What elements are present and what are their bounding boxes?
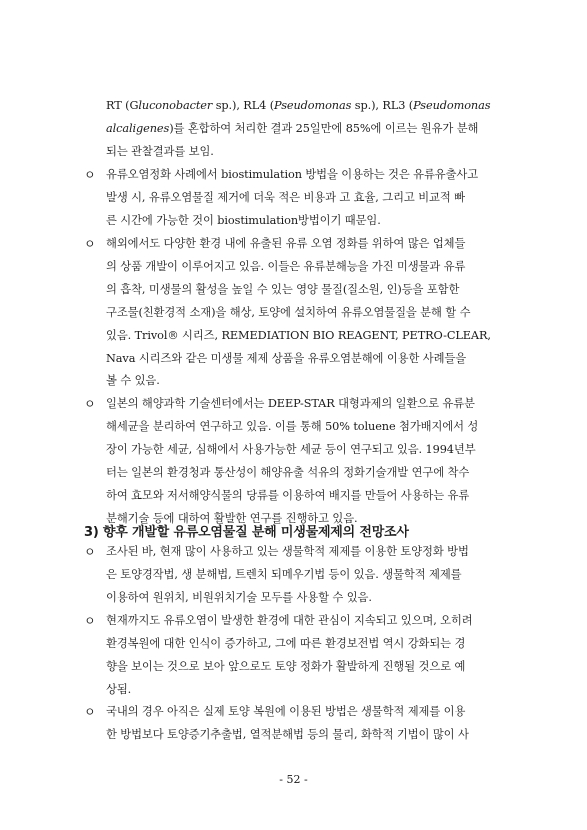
bullet-item-current-methods <box>84 541 532 610</box>
bullet-circle-icon: ㅇ <box>84 168 96 182</box>
bullet-circle-icon: ㅇ <box>84 614 96 628</box>
section-heading: 3) 향후 개발할 유류오염물질 분해 미생물제제의 전망조사 <box>84 525 409 540</box>
bullet-circle-icon: ㅇ <box>84 705 96 719</box>
page-number: - 52 - <box>279 773 308 786</box>
continuation-paragraph <box>106 95 532 164</box>
bullet-text: 일본의 해양과학 기술센터에서는 DEEP-STAR 대형과제의 일환으로 유류분 해세균을 분리하여 연구하고 있음. 이를 통해 50% toluene 첨가배지에서 성 장이 가능한 세균, 심해에서 사용가능한 세균 등이 연구되고 있음. 1994년부 터는 일본의 환경청과 통산성이 해양유출 석유의 정화기술개발 연구에 착수 하여 효모와 저서해양식물의 당류를 이용하여 배지를 만들어 사용하는 유류 분해기술 등에 대하여 활발한 연구를 진행하고 있음. <box>106 397 479 525</box>
bullet-text: 해외에서도 다양한 환경 내에 유출된 유류 오염 정화를 위하여 많은 업체들 의 상품 개발이 이루어지고 있음. 이들은 유류분해능을 가진 미생물과 유류 의 흡착, 미생물의 활성을 높일 수 있는 영양 물질(질소원, 인)등을 포함한 구조물(친환경적 소재)을 해상, 토양에 설치하여 유류오염물질을 분해 할 수 있음. Trivol® 시리즈, REMEDIATION BIO REAGENT, PETRO-CLEAR, Nava 시리즈와 같은 미생물 제제 상품을 유류오염분해에 이용한 사례들을 볼 수 있음. <box>106 237 491 388</box>
text-line: alcaligenes)를 혼합하여 처리한 결과 25일만에 85%에 이르는 원유가 분해 <box>106 121 479 135</box>
bullet-item-domestic <box>84 701 532 747</box>
bullet-circle-icon: ㅇ <box>84 237 96 251</box>
bullet-circle-icon: ㅇ <box>84 545 96 559</box>
bullet-text: 조사된 바, 현재 많이 사용하고 있는 생물학적 제제를 이용한 토양정화 방법 은 토양경작법, 생 분해법, 트렌치 되메우기법 등이 있음. 생물학적 제제를 이용하여 원위치, 비원위치기술 모두를 사용할 수 있음. <box>106 545 469 604</box>
bullet-text: 유류오염정화 사례에서 biostimulation 방법을 이용하는 것은 유류유출사고 발생 시, 유류오염물질 제거에 더욱 적은 비용과 고 효율, 그리고 비교적 빠 른 시간에 가능한 것이 biostimulation방법이기 때문임. <box>106 168 479 227</box>
bullet-circle-icon: ㅇ <box>84 397 96 411</box>
bullet-text: 국내의 경우 아직은 실제 토양 복원에 이용된 방법은 생물학적 제제를 이용 한 방법보다 토양증기추출법, 열적분해법 등의 물리, 화학적 기법이 많이 사 <box>106 705 469 741</box>
bullet-item-biostimulation <box>84 164 532 233</box>
text-line: RT (Gluconobacter sp.), RL4 (Pseudomonas sp.), RL3 (Pseudomonas <box>106 99 491 112</box>
bullet-text: 현재까지도 유류오염이 발생한 환경에 대한 관심이 지속되고 있으며, 오히려 환경복원에 대한 인식이 증가하고, 그에 따른 환경보전법 역시 강화되는 경 향을 보이는 것으로 보아 앞으로도 토양 정화가 활발하게 진행될 것으로 예 상됨. <box>106 614 473 696</box>
bullet-item-outlook <box>84 610 532 702</box>
text-line: 되는 관찰결과를 보임. <box>106 144 214 158</box>
bullet-item-overseas-products <box>84 233 532 393</box>
bullet-item-japan-research <box>84 393 532 530</box>
